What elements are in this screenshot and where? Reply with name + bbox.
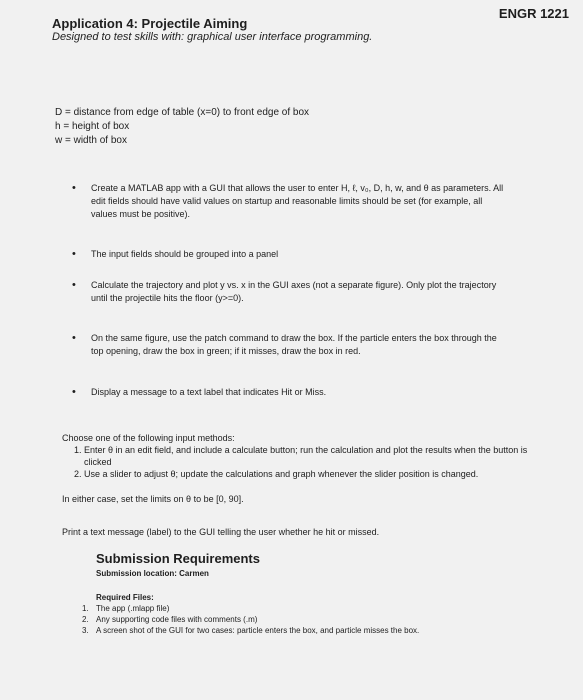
method-number: 2. — [74, 469, 82, 479]
file-text: Any supporting code files with comments (.m) — [96, 615, 258, 624]
file-number: 2. — [82, 615, 89, 624]
required-files-list — [82, 603, 522, 636]
file-text: The app (.mlapp file) — [96, 604, 170, 613]
definitions-list — [55, 106, 309, 148]
bullet-icon: • — [72, 248, 76, 260]
required-file-item — [82, 625, 522, 636]
definition-height: h = height of box — [55, 121, 130, 132]
bullet-text: Display a message to a text label that indicates Hit or Miss. — [91, 387, 327, 397]
bullet-icon: • — [72, 182, 76, 194]
file-number: 3. — [82, 626, 89, 635]
input-methods — [62, 432, 532, 480]
bullet-text: Calculate the trajectory and plot y vs. x in the GUI axes (not a separate figure). Only plot the trajectory until the projectile hits the floor (y>=0). — [91, 280, 497, 303]
bullet-text: On the same figure, use the patch command to draw the box. If the particle enters the box through the top opening, draw the box in green; if it misses, draw the box in red. — [91, 333, 497, 356]
message-text: Print a text message (label) to the GUI telling the user whether he hit or missed. — [62, 527, 380, 537]
method-text: Enter θ in an edit field, and include a calculate button; run the calculation and plot the results when the button is clicked — [84, 445, 528, 467]
method-item — [62, 444, 532, 468]
submission-location: Submission location: Carmen — [96, 569, 209, 578]
page-subtitle: Designed to test skills with: graphical user interface programming. — [52, 31, 373, 43]
course-code: ENGR 1221 — [498, 6, 569, 21]
required-file-item — [82, 614, 522, 625]
bullet-icon: • — [72, 332, 76, 344]
method-number: 1. — [74, 445, 82, 455]
page-title: Application 4: Projectile Aiming — [52, 16, 248, 31]
methods-list — [62, 444, 532, 480]
bullet-icon: • — [72, 386, 76, 398]
limits-text: In either case, set the limits on θ to be [0, 90]. — [62, 494, 244, 504]
file-number: 1. — [82, 604, 89, 613]
bullet-icon: • — [72, 279, 76, 291]
definition-distance: D = distance from edge of table (x=0) to front edge of box — [55, 107, 310, 118]
required-files-heading: Required Files: — [96, 593, 154, 602]
submission-title: Submission Requirements — [96, 551, 260, 566]
required-file-item — [82, 603, 522, 614]
bullet-text: Create a MATLAB app with a GUI that allows the user to enter H, ℓ, v₀, D, h, w, and θ as parameters. All edit fields should have valid values on startup and reasonable limits should be set (for example, all values must be positive). — [91, 183, 504, 219]
method-text: Use a slider to adjust θ; update the calculations and graph whenever the slider position is changed. — [84, 469, 479, 479]
file-text: A screen shot of the GUI for two cases: particle enters the box, and particle misses the box. — [96, 626, 420, 635]
bullet-text: The input fields should be grouped into a panel — [91, 249, 279, 259]
definition-width: w = width of box — [55, 135, 127, 146]
methods-lead: Choose one of the following input methods: — [62, 433, 235, 443]
method-item — [62, 468, 532, 480]
